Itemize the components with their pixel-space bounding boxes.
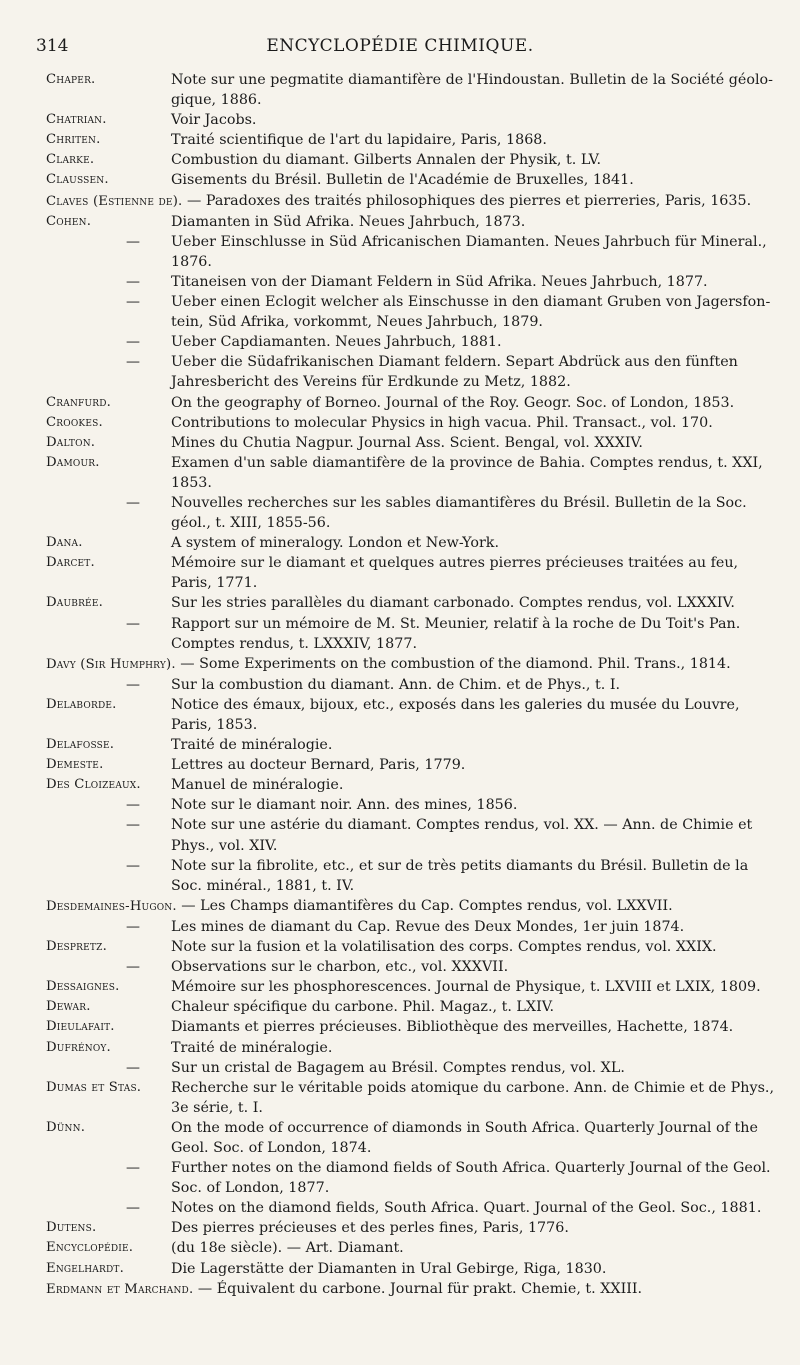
- bibliography-entry: [46, 755, 780, 775]
- entry-text: (du 18e siècle). — Art. Diamant.: [171, 1240, 404, 1257]
- entry-text: Mémoire sur les phosphorescences. Journal de Physique, t. LXVIII et LXIX, 1809.: [171, 979, 761, 996]
- entry-author: Dutens.: [46, 1220, 97, 1236]
- entry-text: Ueber die Südafrikanischen Diamant feldern. Separt Abdrück aus den fünften Jahresbericht des Vereins für Erdkunde zu Metz, 1882.: [171, 354, 738, 391]
- entry-author: Des Cloizeaux.: [46, 777, 141, 793]
- entry-author: Erdmann et Marchand.: [46, 1281, 194, 1297]
- bibliography-entry: [46, 1017, 780, 1037]
- entry-text: Further notes on the diamond fields of South Africa. Quarterly Journal of the Geol. Soc. of London, 1877.: [171, 1160, 771, 1197]
- bibliography-entry: [46, 1038, 780, 1058]
- page-header: [34, 36, 766, 58]
- bibliography-entry: [46, 332, 780, 352]
- ditto-dash: —: [126, 294, 141, 311]
- bibliography-entry: [46, 232, 780, 272]
- entry-text: Ueber Einschlusse in Süd Africanischen Diamanten. Neues Jahrbuch für Mineral., 1876.: [171, 233, 767, 270]
- bibliography-entry: [46, 775, 780, 795]
- entry-text: Combustion du diamant. Gilberts Annalen der Physik, t. LV.: [171, 152, 602, 169]
- entry-author: Delaborde.: [46, 696, 117, 712]
- entry-author: Cohen.: [46, 213, 92, 229]
- ditto-dash: —: [126, 817, 141, 834]
- bibliography-entry: [46, 957, 780, 977]
- entry-text: — Some Experiments on the combustion of the diamond. Phil. Trans., 1814.: [175, 655, 731, 672]
- entry-text: — Les Champs diamantifères du Cap. Comptes rendus, vol. LXXVII.: [176, 897, 673, 914]
- ditto-dash: —: [126, 918, 141, 935]
- bibliography-entry: [46, 917, 780, 937]
- ditto-dash: —: [126, 676, 141, 693]
- entry-text: Mémoire sur le diamant et quelques autres pierres précieuses traitées au feu, Paris, 1771.: [171, 555, 739, 592]
- bibliography-entry: [46, 1238, 780, 1258]
- ditto-dash: —: [126, 233, 141, 250]
- entry-author: Dewar.: [46, 999, 91, 1015]
- bibliography-entry: [46, 150, 780, 170]
- ditto-dash: —: [126, 1200, 141, 1217]
- ditto-dash: —: [126, 354, 141, 371]
- bibliography-entry: [46, 272, 780, 292]
- entry-author: Dufrénoy.: [46, 1039, 111, 1055]
- entry-text: Diamants et pierres précieuses. Bibliothèque des merveilles, Hachette, 1874.: [171, 1019, 734, 1036]
- entry-text: Les mines de diamant du Cap. Revue des Deux Mondes, 1er juin 1874.: [171, 918, 685, 935]
- bibliography-entry: [46, 453, 780, 493]
- entry-author: Crookes.: [46, 414, 103, 430]
- entry-author: Dessaignes.: [46, 979, 120, 995]
- bibliography-entry: [46, 433, 780, 453]
- entry-text: Voir Jacobs.: [171, 112, 257, 129]
- bibliography-entry: [46, 614, 780, 654]
- entry-text: Note sur la fibrolite, etc., et sur de très petits diamants du Brésil. Bulletin de la Soc. minéral., 1881, t. IV.: [171, 857, 749, 894]
- bibliography-entry: [46, 593, 780, 613]
- bibliography-entry: [46, 937, 780, 957]
- entry-author: Clarke.: [46, 152, 95, 168]
- entry-text: Diamanten in Süd Afrika. Neues Jahrbuch, 1873.: [171, 213, 526, 230]
- entry-author: Davy (Sir Humphry).: [46, 656, 176, 672]
- ditto-dash: —: [126, 494, 141, 511]
- entry-text: Examen d'un sable diamantifère de la province de Bahia. Comptes rendus, t. XXI, 1853.: [171, 454, 763, 491]
- entry-text: — Paradoxes des traités philosophiques des pierres et pierreries, Paris, 1635.: [182, 192, 752, 209]
- entry-author: Encyclopédie.: [46, 1240, 134, 1256]
- entry-text: Chaleur spécifique du carbone. Phil. Magaz., t. LXIV.: [171, 999, 555, 1016]
- entry-text: Sur un cristal de Bagagem au Brésil. Comptes rendus, vol. XL.: [171, 1059, 625, 1076]
- ditto-dash: —: [126, 1059, 141, 1076]
- entry-text: A system of mineralogy. London et New-York.: [171, 535, 500, 552]
- ditto-dash: —: [126, 273, 141, 290]
- entry-author: Cranfurd.: [46, 394, 112, 410]
- bibliography-entry: [46, 1118, 780, 1158]
- entry-author: Claves (Estienne de).: [46, 193, 183, 209]
- entry-author: Chriten.: [46, 132, 101, 148]
- bibliography-list: [46, 70, 780, 1300]
- bibliography-entry: [46, 212, 780, 232]
- entry-text: Note sur la fusion et la volatilisation des corps. Comptes rendus, vol. XXIX.: [171, 939, 717, 956]
- ditto-dash: —: [126, 857, 141, 874]
- entry-author: Dumas et Stas.: [46, 1079, 142, 1095]
- bibliography-entry: [46, 856, 780, 896]
- entry-text: Notes on the diamond fields, South Africa. Quart. Journal of the Geol. Soc., 1881.: [171, 1200, 762, 1217]
- bibliography-entry: [46, 292, 780, 332]
- entry-author: Chaper.: [46, 72, 96, 87]
- running-title: ENCYCLOPÉDIE CHIMIQUE.: [266, 36, 534, 56]
- entry-text: Traité de minéralogie.: [171, 1039, 333, 1056]
- bibliography-entry: [46, 1259, 780, 1279]
- bibliography-entry: [46, 352, 780, 392]
- entry-text: Observations sur le charbon, etc., vol. XXXVII.: [171, 959, 509, 976]
- entry-text: Contributions to molecular Physics in high vacua. Phil. Transact., vol. 170.: [171, 414, 713, 431]
- entry-author: Claussen.: [46, 172, 109, 188]
- bibliography-entry: [46, 393, 780, 413]
- entry-author: Daubrée.: [46, 595, 103, 611]
- entry-text: Sur la combustion du diamant. Ann. de Chim. et de Phys., t. I.: [171, 676, 621, 693]
- bibliography-entry: [46, 1078, 780, 1118]
- entry-text: Lettres au docteur Bernard, Paris, 1779.: [171, 757, 466, 774]
- entry-text: Sur les stries parallèles du diamant carbonado. Comptes rendus, vol. LXXXIV.: [171, 595, 735, 612]
- bibliography-entry: [46, 695, 780, 735]
- ditto-dash: —: [126, 797, 141, 814]
- bibliography-entry: [46, 533, 780, 553]
- page-number: 314: [36, 36, 69, 56]
- entry-text: Ueber Capdiamanten. Neues Jahrbuch, 1881.: [171, 334, 502, 351]
- entry-author: Delafosse.: [46, 737, 115, 753]
- bibliography-entry: [46, 997, 780, 1017]
- entry-text: Traité scientifique de l'art du lapidaire, Paris, 1868.: [171, 132, 547, 149]
- entry-text: Nouvelles recherches sur les sables diamantifères du Brésil. Bulletin de la Soc. géol., t. XIII, 1855-56.: [171, 494, 747, 532]
- bibliography-entry: [46, 130, 780, 150]
- entry-text: Traité de minéralogie.: [171, 737, 333, 754]
- bibliography-entry: [46, 654, 780, 675]
- entry-author: Engelhardt.: [46, 1260, 124, 1276]
- bibliography-entry: [46, 896, 780, 917]
- bibliography-entry: [46, 493, 780, 533]
- entry-text: Gisements du Brésil. Bulletin de l'Académie de Bruxelles, 1841.: [171, 172, 634, 189]
- bibliography-entry: [46, 977, 780, 997]
- bibliography-entry: [46, 110, 780, 130]
- bibliography-entry: [46, 70, 780, 110]
- bibliography-entry: [46, 1218, 780, 1238]
- entry-text: Mines du Chutia Nagpur. Journal Ass. Scient. Bengal, vol. XXXIV.: [171, 434, 643, 451]
- entry-author: Chatrian.: [46, 112, 107, 128]
- bibliography-entry: [46, 735, 780, 755]
- bibliography-entry: [46, 413, 780, 433]
- bibliography-entry: [46, 170, 780, 190]
- entry-author: Desdemaines-Hugon.: [46, 898, 177, 914]
- entry-author: Darcet.: [46, 555, 95, 571]
- bibliography-entry: [46, 675, 780, 695]
- bibliography-entry: [46, 1058, 780, 1078]
- bibliography-entry: [46, 815, 780, 855]
- entry-author: Dünn.: [46, 1119, 86, 1135]
- entry-author: Dieulafait.: [46, 1019, 115, 1035]
- entry-text: Die Lagerstätte der Diamanten in Ural Gebirge, Riga, 1830.: [171, 1260, 607, 1277]
- entry-author: Dana.: [46, 535, 83, 551]
- entry-text: Note sur une astérie du diamant. Comptes rendus, vol. XX. — Ann. de Chimie et Phys., vol. XIV.: [171, 817, 753, 854]
- entry-text: Recherche sur le véritable poids atomique du carbone. Ann. de Chimie et de Phys., 3e série, t. I.: [171, 1079, 775, 1116]
- entry-author: Dalton.: [46, 434, 96, 450]
- entry-author: Demeste.: [46, 757, 104, 773]
- ditto-dash: —: [126, 1160, 141, 1177]
- bibliography-entry: [46, 1279, 780, 1300]
- bibliography-entry: [46, 191, 780, 212]
- ditto-dash: —: [126, 334, 141, 351]
- bibliography-entry: [46, 795, 780, 815]
- bibliography-entry: [46, 1198, 780, 1218]
- entry-text: Note sur le diamant noir. Ann. des mines, 1856.: [171, 797, 518, 814]
- entry-text: Rapport sur un mémoire de M. St. Meunier, relatif à la roche de Du Toit's Pan. Comptes rendus, t. LXXXIV, 1877.: [171, 615, 741, 652]
- bibliography-entry: [46, 1158, 780, 1198]
- entry-text: Ueber einen Eclogit welcher als Einschusse in den diamant Gruben von Jagersfon-tein, Süd Afrika, vorkommt, Neues Jahrbuch, 1879.: [171, 294, 771, 331]
- bibliography-entry: [46, 553, 780, 593]
- entry-text: Notice des émaux, bijoux, etc., exposés dans les galeries du musée du Louvre, Paris, 1853.: [171, 696, 740, 733]
- entry-text: Titaneisen von der Diamant Feldern in Süd Afrika. Neues Jahrbuch, 1877.: [171, 273, 708, 290]
- entry-text: — Équivalent du carbone. Journal für prakt. Chemie, t. XXIII.: [193, 1280, 643, 1297]
- entry-author: Damour.: [46, 454, 100, 470]
- entry-text: Manuel de minéralogie.: [171, 777, 344, 794]
- entry-text: Note sur une pegmatite diamantifère de l'Hindoustan. Bulletin de la Société géolo-gique, 1886.: [171, 72, 773, 109]
- entry-text: On the geography of Borneo. Journal of the Roy. Geogr. Soc. of London, 1853.: [171, 394, 735, 411]
- entry-text: On the mode of occurrence of diamonds in South Africa. Quarterly Journal of the Geol. Soc. of London, 1874.: [171, 1119, 758, 1156]
- ditto-dash: —: [126, 615, 141, 632]
- ditto-dash: —: [126, 959, 141, 976]
- entry-author: Despretz.: [46, 939, 107, 955]
- entry-text: Des pierres précieuses et des perles fines, Paris, 1776.: [171, 1220, 569, 1237]
